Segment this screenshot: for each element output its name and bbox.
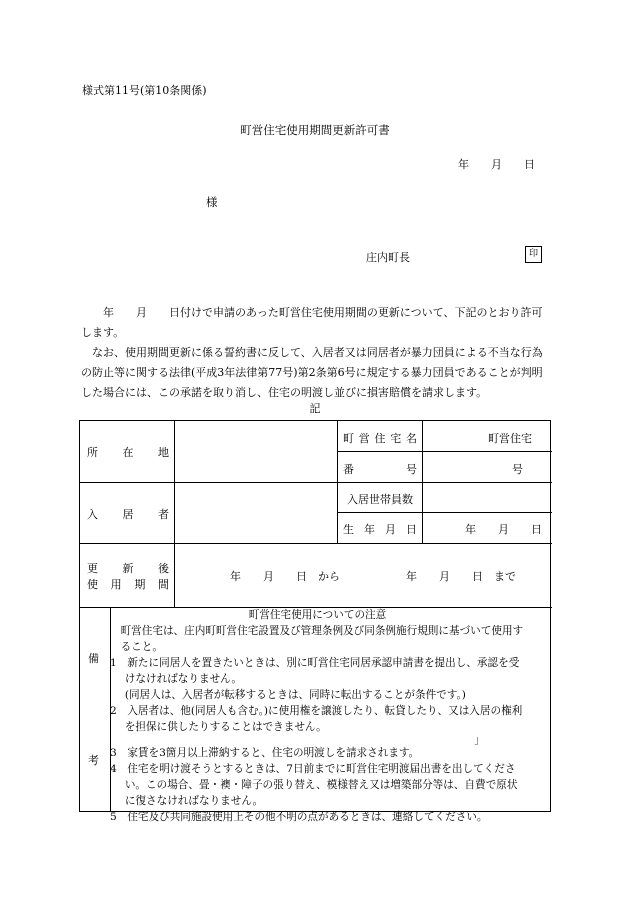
note-item-1-sub: (同居人は、入居者が転移するときは、同時に転出することが条件です。) bbox=[124, 689, 466, 701]
notes-title: 町営住宅使用についての注意 bbox=[248, 609, 387, 621]
row-divider bbox=[80, 482, 552, 483]
household-members-label: 入居世帯員数 bbox=[347, 493, 413, 506]
note-item-3: 3 家賃を3箇月以上滞納すると、住宅の明渡しを請求されます。 bbox=[110, 747, 420, 759]
issuer-name: 庄内町長 bbox=[366, 251, 410, 264]
row-divider bbox=[337, 512, 552, 513]
body-text bbox=[81, 303, 551, 403]
renewal-label: 更 新 後 bbox=[87, 562, 169, 575]
birth-date-value: 年 月 日 bbox=[465, 523, 542, 536]
row-divider bbox=[337, 451, 552, 452]
resident-label: 入 居 者 bbox=[87, 508, 169, 521]
birth-date-label: 生 年 月 日 bbox=[343, 523, 417, 536]
usage-period-value: 年 月 日 から 年 月 日 まで bbox=[230, 570, 516, 583]
ki-label: 記 bbox=[309, 402, 321, 415]
number-value: 号 bbox=[512, 463, 523, 476]
note-item-5: 5 住宅及び共同施設使用上その他不明の点があるときは、連絡してください。 bbox=[110, 811, 488, 823]
note-item-1: 1 新たに同居人を置きたいときは、別に町営住宅同居承認申請書を提出し、承認を受けなければなりません。 bbox=[110, 657, 520, 685]
seal-mark: 印 bbox=[525, 246, 542, 263]
usage-notes bbox=[110, 607, 525, 825]
addressee-suffix: 様 bbox=[206, 195, 218, 209]
note-item-2: 2 入居者は、他(同居人も含む。)に使用権を譲渡したり、転貸したり、又は入居の権利を担保に供したりすることはできません。 bbox=[110, 705, 523, 733]
form-number: 様式第11号(第10条関係) bbox=[82, 84, 207, 97]
note-item-4: 4 住宅を明け渡そうとするときは、7日前までに町営住宅明渡届出書を出してください。この場合、畳・襖・障子の張り替え、模様替え又は増築部分等は、自費で原状に復さなければなりません。 bbox=[110, 763, 518, 807]
revocation-paragraph: なお、使用期間更新に係る誓約書に反して、入居者又は同居者が暴力団員による不当な行為の防止等に関する法律(平成3年法律第77号)第2条第6号に規定する暴力団員であることが判明した場合には、この承諾を取り消し、住宅の明渡し並びに損害賠償を請求します。 bbox=[81, 346, 543, 399]
column-divider bbox=[422, 421, 423, 543]
closing-bracket: 」 bbox=[474, 734, 485, 746]
housing-name-value: 町営住宅 bbox=[488, 432, 532, 445]
remarks-label-bottom: 考 bbox=[88, 754, 99, 767]
housing-name-label: 町 営 住 宅 名 bbox=[343, 432, 417, 445]
row-divider bbox=[80, 543, 552, 544]
column-divider bbox=[337, 421, 338, 543]
remarks-label-top: 備 bbox=[88, 652, 99, 665]
column-divider bbox=[174, 421, 175, 607]
location-label: 所 在 地 bbox=[87, 446, 169, 459]
issue-date: 年 月 日 bbox=[458, 158, 535, 171]
document-title: 町営住宅使用期間更新許可書 bbox=[240, 123, 390, 137]
permission-paragraph: 年 月 日付けで申請のあった町営住宅使用期間の更新について、下記のとおり許可します。 bbox=[81, 306, 543, 339]
number-label: 番 号 bbox=[343, 463, 417, 476]
notes-intro: 町営住宅は、庄内町町営住宅設置及び管理条例及び同条例施行規則に基づいて使用すること。 bbox=[120, 625, 524, 653]
usage-period-label: 使 用 期 間 bbox=[87, 578, 169, 591]
